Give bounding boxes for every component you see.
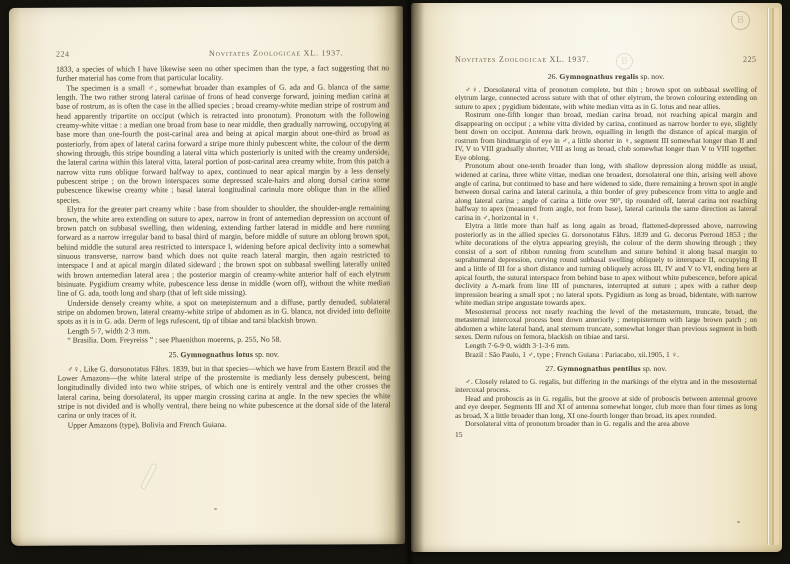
species-name: Gymnognathus lotus bbox=[180, 350, 254, 360]
body-paragraph: 1833, a species of which I have likewise seen no other specimen than the type, a fact suggesting that no further material has come from that particular locality. bbox=[56, 63, 390, 84]
body-paragraph: Pronotum about one-tenth broader than long, with shallow depression along middle as usual, widened at carina, three white vittae, median one broadest, dorsolateral one thin, arising well above angle of carina, but continued to base and here widened to side, there remaining a brown spot in angle between dorsal carina and lateral carinula, a thin border of grey pubescence from vitta to angle and along lateral carina ; angle of carina a little over 90°, tip rounded off, lateral carina not reaching halfway to apex (measured from angle, not from base), lateral carinula the same direction as lateral carina in ♂, horizontal in ♀. bbox=[455, 161, 757, 222]
section-number: 26. bbox=[547, 72, 558, 81]
left-page bbox=[9, 6, 405, 546]
body-paragraph: Rostrum one-fifth longer than broad, median carina broad, not reaching apical margin and disappearing on occiput ; a white vitta divided by carina, continued as narrow border to eye, slightly bent down on occiput. Antenna dark brown, equalling in length the distance of apical margin of rostrum from hindmargin of eye in ♂, a little shorter in ♀, segment III somewhat longer than II and IV, V to VIII gradually shorter, VIII as long as broad, club somewhat longer than V to VIII together. Eye oblong. bbox=[455, 110, 757, 162]
body-paragraph: ♂♀. Like G. dorsonotatus Fåhrs. 1839, but in that species—which we have from Eastern Brazil and the Lower Amazons—the white lateral stripe of the prosternite is medianly less densely pubescent, being longitudinally divided into two white stripes, of which one is entirely ventral and the other crosses the lateral carina, being dorsolateral, its upper margin crossing carina at angle. In the new species the white stripe is not divided and is wholly ventral, there being no white pubescence at the dorsal side of the lateral carina or only traces of it. bbox=[57, 362, 391, 421]
watermark-letter: B bbox=[737, 15, 744, 26]
body-paragraph: The specimen is a small ♂, somewhat broader than examples of G. ada and G. blanca of the same length. The two rather strong lateral carinae of frons of head converge forward, joining median carina at base of rostrum, as is often the case in the allied species ; broad creamy-white median stripe of rostrum and head apparently tripartite on occiput (which is retracted into pronotum). Pronotum with the following creamy-white vittae : a median one broad from base to near middle, then gradually narrowing, occupying at base more than one-fourth the post-carinal area and being at apical margin about one-third as broad as posteriorly, from apex of lateral carina forward a stripe more thinly pubescent white, the colour of the derm showing through, this stripe bounding a lateral vitta which posteriorly is united with the creamy underside, the lateral carina within this lateral vitta, lateral portion of post-carinal area creamy white, from this patch a narrow vitta runs oblique forward halfway to apex, continued to near apical margin by a less densely pubescent stripe ; on the brown interspaces some depressed scale-hairs and along dorsal carina some pubescence likewise creamy white ; basal lateral longitudinal carinula more oblique than in the allied species. bbox=[56, 81, 390, 205]
section-number: 25. bbox=[168, 350, 179, 360]
running-head: Novitates Zoologicae XL. 1937. bbox=[209, 48, 344, 58]
right-page bbox=[411, 3, 782, 552]
embossed-watermark bbox=[731, 11, 750, 30]
measurements-line: Length 5·7, width 2·3 mm. bbox=[67, 325, 151, 336]
page-number: 224 bbox=[56, 49, 70, 59]
citation-line: “ Brasilia. Dom. Freyreiss ” ; see Phaenithon moerens, p. 255, No 58. bbox=[67, 334, 282, 345]
body-paragraph: Elytra for the greater part creamy white : base from shoulder to shoulder, the shoulder-angle remaining brown, the white area extending on suture to apex, narrow in front of antemedian depression on account of brown patch on subbasal swelling, then widening, extending farther laterad in middle and here running forward as a narrow irregular band to basal third of margin, before middle of suture an oblong brown spot, behind middle the sutural area restricted to interspace I, widening before apical declivity into a somewhat sinuous transverse, narrow band which does not quite reach lateral margin, then again restricted to interspace I and at apical margin dilated sideward ; the brown spot on subbasal swelling laterally united with brown antemedian lateral area ; the posterior margin of creamy-white anterior half of each elytrum bisinuate. Pygidium creamy white, pubescence less dense in middle (worn off), without the white median line of G. ada, tooth long and sharp (that of left side missing). bbox=[56, 203, 391, 298]
species-suffix: sp. nov. bbox=[255, 349, 280, 360]
page-body bbox=[56, 63, 391, 430]
watermark-letter: B bbox=[621, 56, 628, 67]
species-name: Gymnognathus pentilus bbox=[557, 364, 641, 374]
signature-mark: 15 bbox=[455, 429, 463, 439]
species-suffix: sp. nov. bbox=[642, 364, 667, 374]
body-paragraph: ♂♀. Dorsolateral vitta of pronotum complete, but thin ; brown spot on subbasal swelling of elytrum large, connected across suture with that of other elytrum, the brown colouring extending on suture to apex ; pygidium bidentate, with white median vitta as in G. lotus and near allies. bbox=[455, 84, 757, 111]
body-paragraph: Head and proboscis as in G. regalis, but the groove at side of proboscis between antennal groove and eye deeper. Segments III and XI of antenna somewhat longer, club more than four times as long as broad, X a little broader than long, XI one-fourth longer than broad, its apex rounded. bbox=[455, 393, 757, 420]
section-number: 27. bbox=[545, 364, 556, 374]
section-heading bbox=[455, 73, 757, 82]
dust-speck bbox=[214, 508, 217, 510]
body-paragraph: Dorsolateral vitta of pronotum broader than in G. regalis and the area above bbox=[465, 419, 690, 429]
page-number: 225 bbox=[743, 55, 757, 64]
page-body bbox=[455, 67, 757, 439]
section-heading bbox=[455, 365, 757, 374]
body-paragraph: Mesosternal process not nearly reaching the level of the metasternum, truncate, broad, the metasternal intercoxal process bent down anteriorly ; metepisternum with large brown patch ; on abdomen a white lateral band, anal sternum truncate, somewhat longer than previous segment in both sexes. Derm rufous on femora, blackish on tibiae and tarsi. bbox=[455, 306, 757, 342]
distribution-line: Upper Amazons (type), Bolivia and French Guiana. bbox=[67, 419, 227, 430]
body-paragraph: Underside densely creamy white, a spot on metepisternum and a diffuse, partly denuded, sublateral stripe on abdomen brown, lateral creamy-white stripe of abdomen as in G. blanca, not divided into definite spots as it is in G. ada. Derm of legs rufescent, tip of tibiae and tarsi blackish brown. bbox=[57, 296, 391, 326]
page-fore-edge bbox=[767, 8, 779, 545]
running-head: Novitates Zoologicae XL. 1937. bbox=[455, 55, 590, 64]
species-suffix: sp. nov. bbox=[640, 72, 665, 81]
locality-line: Brazil : São Paulo, 1 ♂, type ; French Guiana : Pariacabo, xii.1905, 1 ♀. bbox=[465, 349, 679, 359]
scratch-mark bbox=[140, 462, 158, 490]
body-paragraph: ♂. Closely related to G. regalis, but differing in the markings of the elytra and in the mesosternal intercoxal process. bbox=[455, 376, 757, 395]
section-heading bbox=[57, 350, 390, 361]
body-paragraph: Elytra a little more than half as long again as broad, flattened-depressed above, narrowing posteriorly as in the allied species G. dorsonotatus Fåhrs. 1839 and G. decorus Perroud 1853 ; the white decorations of the elytra appearing greyish, the colour of the derm showing through ; they consist of a sort of ribbon running from scutellum and suture behind it along basal margin to suprahumeral depression, curving round subbasal swelling obliquely to interspace II, occupying II and a little of III for a short distance and turning obliquely across III, IV and V to VI, ending here at apical fourth, the sutural interspace from behind base to apex without white pubescence, before apical declivity a Λ-mark from line III of punctures, interrupted at suture ; apex with a rather deep impression bearing a small spot ; no lateral spots. Pygidium as long as broad, bidentate, with narrow white median stripe angustate towards apex. bbox=[455, 221, 757, 308]
dust-speck bbox=[737, 521, 740, 523]
measurements-line: Length 7·6-9·0, width 3·1-3·6 mm. bbox=[465, 340, 570, 350]
species-name: Gymnognathus regalis bbox=[559, 72, 639, 81]
